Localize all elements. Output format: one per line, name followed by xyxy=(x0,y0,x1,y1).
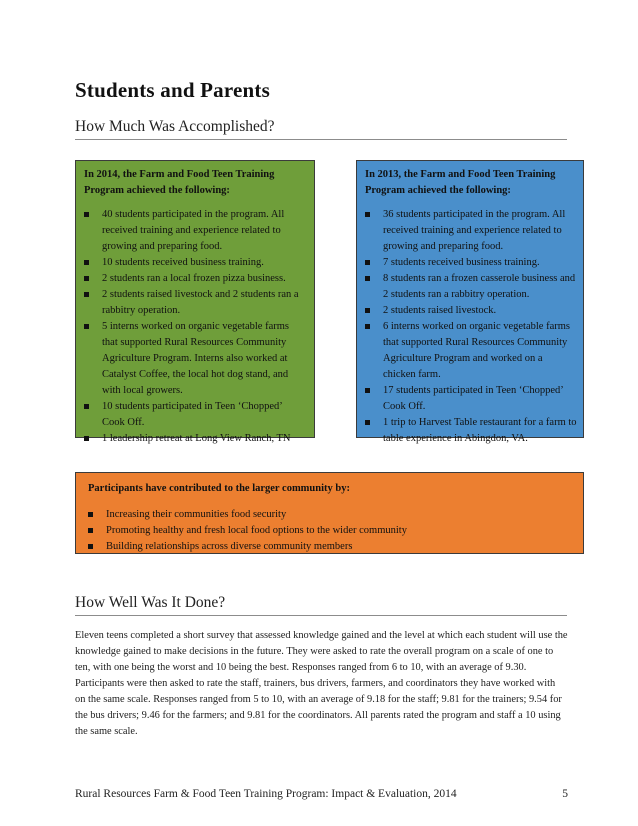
bullet-icon xyxy=(365,260,370,265)
list-item: 40 students participated in the program. All received training and experience related to growing and preparing food. xyxy=(84,207,306,255)
bullet-icon xyxy=(84,260,89,265)
list-item: 36 students participated in the program. All received training and experience related to growing and preparing food. xyxy=(365,207,577,255)
list-item: 10 students received business training. xyxy=(84,255,306,271)
bullet-icon xyxy=(88,528,93,533)
bullet-icon xyxy=(365,212,370,217)
bullet-icon xyxy=(365,420,370,425)
list-item: 1 leadership retreat at Long View Ranch, TN xyxy=(84,431,306,447)
list-item: 8 students ran a frozen casserole business and 2 students ran a rabbitry operation. xyxy=(365,271,577,303)
bullet-icon xyxy=(365,324,370,329)
list-item: 6 interns worked on organic vegetable farms that supported Rural Resources Community Agriculture Program and worked on a chicken farm. xyxy=(365,319,577,383)
bullet-icon xyxy=(88,512,93,517)
bullet-icon xyxy=(84,324,89,329)
box-community-heading: Participants have contributed to the larger community by: xyxy=(88,483,350,494)
bullet-icon xyxy=(84,292,89,297)
box-2014-heading: In 2014, the Farm and Food Teen Training Program achieved the following: xyxy=(84,169,275,196)
list-item: 10 students participated in Teen ‘Chopped’ Cook Off. xyxy=(84,399,306,431)
bullet-icon xyxy=(84,212,89,217)
list-item: 2 students raised livestock and 2 students ran a rabbitry operation. xyxy=(84,287,306,319)
list-item: Increasing their communities food security xyxy=(88,507,573,523)
list-item: 1 trip to Harvest Table restaurant for a farm to table experience in Abingdon, VA. xyxy=(365,415,577,447)
list-item: Building relationships across diverse community members xyxy=(88,539,573,555)
list-item: 5 interns worked on organic vegetable farms that supported Rural Resources Community Agriculture Program. Interns also worked at Catalyst Coffee, the local hot dog stand, and with local growers. xyxy=(84,319,306,399)
list-item: 2 students ran a local frozen pizza business. xyxy=(84,271,306,287)
bullet-icon xyxy=(365,276,370,281)
footer-text: Rural Resources Farm & Food Teen Training Program: Impact & Evaluation, 2014 xyxy=(75,788,457,800)
box-community-contributions xyxy=(75,472,584,554)
list-item: 2 students raised livestock. xyxy=(365,303,577,319)
page-number: 5 xyxy=(562,788,568,800)
bullet-icon xyxy=(365,388,370,393)
box-2014-achievements xyxy=(75,160,315,444)
list-item: 7 students received business training. xyxy=(365,255,577,271)
box-2013-heading: In 2013, the Farm and Food Teen Training Program achieved the following: xyxy=(365,169,556,196)
box-2014-list xyxy=(84,207,306,447)
bullet-icon xyxy=(88,544,93,549)
section-divider xyxy=(75,139,567,140)
list-item: 17 students participated in Teen ‘Chopped’ Cook Off. xyxy=(365,383,577,415)
survey-results-paragraph: Eleven teens completed a short survey that assessed knowledge gained and the level at which each student will use the knowledge gained to make decisions in the future. They were asked to rate the overall program on a scale of one to ten, with one being the worst and 10 being the best. Responses ranged from 6 to 10, with an average of 9.30. Participants were then asked to rate the staff, trainers, bus drivers, farmers, and coordinators they have worked with on the same scale. Responses ranged from 5 to 10, with an average of 9.18 for the staff; 9.81 for the trainers; 9.54 for the bus drivers; 9.46 for the farmers; and 9.81 for the coordinators. All parents rated the program and staff a 10 using the same scale. xyxy=(75,630,568,737)
bullet-icon xyxy=(365,308,370,313)
section-heading-accomplished: How Much Was Accomplished? xyxy=(75,118,275,135)
section-heading-done: How Well Was It Done? xyxy=(75,594,226,611)
box-2013-achievements xyxy=(356,160,584,444)
section-divider xyxy=(75,615,567,616)
box-community-list xyxy=(88,507,573,555)
page-title: Students and Parents xyxy=(75,78,270,102)
bullet-icon xyxy=(84,276,89,281)
list-item: Promoting healthy and fresh local food options to the wider community xyxy=(88,523,573,539)
bullet-icon xyxy=(84,436,89,441)
bullet-icon xyxy=(84,404,89,409)
box-2013-list xyxy=(365,207,577,447)
